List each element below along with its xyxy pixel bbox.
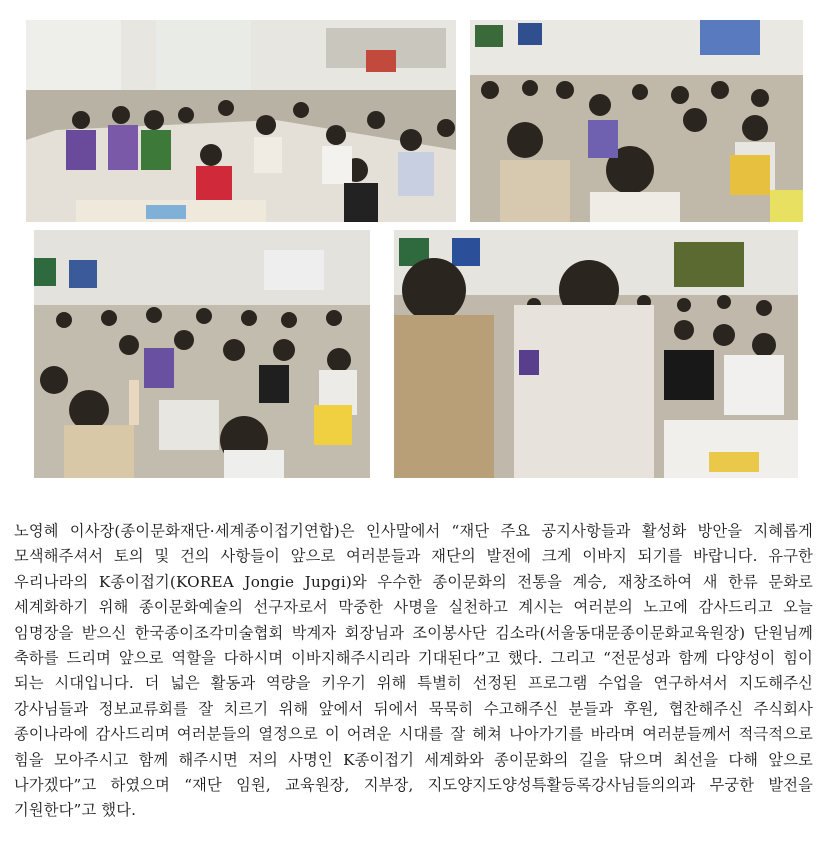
classroom-photo-2	[470, 20, 803, 222]
classroom-photo-icon	[34, 230, 370, 478]
classroom-photo-icon	[394, 230, 798, 478]
article-paragraph: 노영혜 이사장(종이문화재단·세계종이접기연합)은 인사말에서 “재단 주요 공지사항들과 활성화 방안을 지혜롭게 모색해주셔서 토의 및 건의 사항들이 앞으로 여러분들과 재단의 발전에 크게 이바지 되기를 바랍니다. 유구한 우리나라의 K종이접기(KOREA Jongie Jupgi)와 우수한 종이문화의 전통을 계승, 재창조하여 새 한류 문화로 세계화하기 위해 종이문화예술의 선구자로서 막중한 사명을 실천하고 계시는 여러분의 노고에 감사드리고 오늘 임명장을 받으신 한국종이조각미술협회 박계자 회장님과 조이봉사단 김소라(서울동대문종이문화교육원장) 단원님께 축하를 드리며 앞으로 역할을 다하시며 이바지해주시리라 기대된다”고 했다. 그리고 “전문성과 함께 다양성이 힘이 되는 시대입니다. 더 넓은 활동과 역량을 키우기 위해 특별히 선정된 프로그램 수업을 연구하셔서 지도해주신 강사님들과 정보교류회를 잘 치르기 위해 앞에서 뒤에서 묵묵히 수고해주신 분들과 후원, 협찬해주신 주식회사 종이나라에 감사드리며 여러분들의 열정으로 이 어려운 시대를 잘 헤쳐 나아가기를 바라며 여러분들께서 적극적으로 힘을 모아주시고 함께 해주시면 저의 사명인 K종이접기 세계화와 종이문화의 길을 닦으며 최선을 다해 앞으로 나가겠다”고 하였으며 “재단 임원, 교육원장, 지부장, 지도양지도양성특활등록강사님들의의과 무궁한 발전을 기원한다”고 했다.	[14, 522, 813, 820]
classroom-photo-3	[34, 230, 370, 478]
classroom-photo-4	[394, 230, 798, 478]
classroom-photo-1	[26, 20, 456, 222]
classroom-photo-icon	[470, 20, 803, 222]
classroom-photo-icon	[26, 20, 456, 222]
